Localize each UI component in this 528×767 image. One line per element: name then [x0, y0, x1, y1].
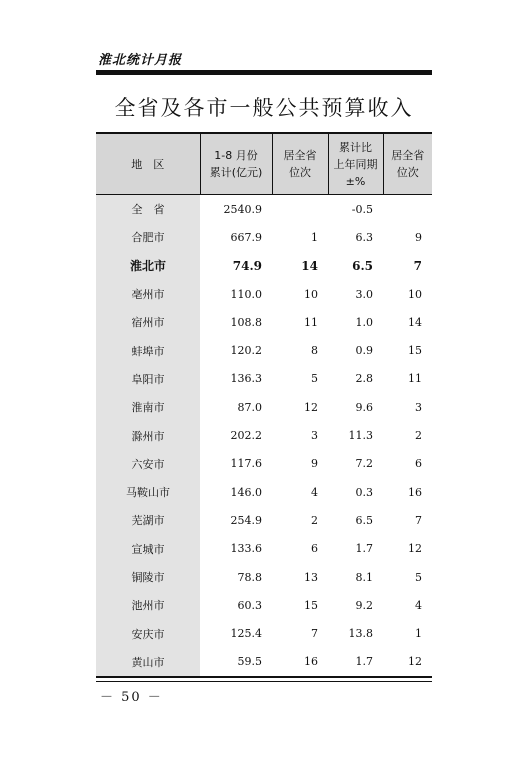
- rank-yoy-cell: 3: [415, 400, 422, 414]
- rank-yoy-cell: 5: [415, 570, 422, 584]
- total-cell: 110.0: [230, 287, 262, 301]
- total-cell: 87.0: [237, 400, 262, 414]
- yoy-cell: 2.8: [355, 372, 373, 386]
- rank-total-cell: 6: [311, 542, 318, 556]
- region-cell: 池州市: [96, 591, 200, 619]
- yoy-cell: -0.5: [351, 202, 373, 216]
- rank-yoy-cell: 7: [413, 258, 422, 273]
- yoy-cell: 6.5: [352, 258, 373, 273]
- yoy-cell: 0.9: [355, 344, 373, 358]
- yoy-cell: 7.2: [355, 457, 373, 471]
- rank-total-cell: 2: [311, 513, 318, 527]
- page-number: － 50 －: [100, 690, 163, 705]
- rank-yoy-cell: 16: [408, 485, 422, 499]
- region-cell: 亳州市: [96, 280, 200, 308]
- rank-yoy-cell: 4: [415, 598, 422, 612]
- rank-yoy-cell: [383, 195, 432, 224]
- yoy-cell: 11.3: [348, 429, 373, 443]
- table-row: [96, 591, 432, 619]
- region-cell: 淮北市: [96, 252, 200, 280]
- rank-total-cell: 13: [304, 570, 318, 584]
- header-line: 上年同期: [333, 157, 378, 171]
- total-cell: 108.8: [230, 315, 262, 329]
- yoy-cell: 1.0: [355, 315, 373, 329]
- header-line: 居全省: [283, 149, 317, 162]
- rank-yoy-cell: 1: [415, 627, 422, 641]
- total-cell: 667.9: [230, 230, 262, 244]
- header-rank-yoy: [383, 133, 432, 195]
- yoy-cell: 3.0: [355, 287, 373, 301]
- table-header-row: [96, 133, 432, 195]
- total-cell: 125.4: [230, 627, 262, 641]
- table-row: [96, 280, 432, 308]
- header-rank-total: [272, 133, 328, 195]
- rank-yoy-cell: 9: [415, 230, 422, 244]
- region-cell: 铜陵市: [96, 563, 200, 591]
- rank-yoy-cell: 7: [415, 513, 422, 527]
- rank-yoy-cell: 14: [408, 315, 422, 329]
- header-line: 位次: [396, 166, 419, 179]
- region-cell: 阜阳市: [96, 365, 200, 393]
- yoy-cell: 9.6: [355, 400, 373, 414]
- table-row: [96, 393, 432, 421]
- table-row: [96, 223, 432, 251]
- rank-total-cell: 7: [311, 627, 318, 641]
- rank-yoy-cell: 11: [408, 372, 422, 386]
- total-cell: 254.9: [230, 513, 262, 527]
- header-region: 地 区: [96, 133, 200, 195]
- total-cell: 146.0: [230, 485, 262, 499]
- region-cell: 马鞍山市: [96, 478, 200, 506]
- rank-total-cell: 15: [304, 598, 318, 612]
- total-cell: 133.6: [230, 542, 262, 556]
- region-cell: 黄山市: [96, 648, 200, 677]
- rank-total-cell: 9: [311, 457, 318, 471]
- yoy-cell: 13.8: [348, 627, 373, 641]
- region-cell: 淮南市: [96, 393, 200, 421]
- rank-yoy-cell: 15: [408, 344, 422, 358]
- region-cell: 六安市: [96, 450, 200, 478]
- running-header-title: 淮北统计月报: [98, 53, 183, 68]
- total-cell: 136.3: [230, 372, 262, 386]
- table-row: [96, 506, 432, 534]
- rank-yoy-cell: 10: [408, 287, 422, 301]
- region-cell: 宿州市: [96, 308, 200, 336]
- revenue-table: [96, 132, 432, 678]
- table-row: [96, 252, 432, 280]
- header-line: 位次: [289, 166, 311, 179]
- region-cell: 全 省: [96, 195, 200, 224]
- rank-total-cell: [272, 195, 328, 224]
- header-line: 居全省: [391, 149, 425, 162]
- total-cell: 2540.9: [223, 202, 262, 216]
- page-title: 全省及各市一般公共预算收入: [114, 96, 414, 120]
- rank-total-cell: 14: [301, 258, 318, 273]
- yoy-cell: 1.7: [328, 648, 383, 677]
- table-row: [96, 478, 432, 506]
- table-row: [96, 365, 432, 393]
- yoy-cell: 8.1: [355, 570, 373, 584]
- total-cell: 59.5: [200, 648, 272, 677]
- header-rule: [96, 70, 432, 75]
- rank-total-cell: 12: [304, 400, 318, 414]
- rank-total-cell: 3: [311, 429, 318, 443]
- yoy-cell: 1.7: [355, 542, 373, 556]
- footer-rule: [96, 681, 432, 682]
- region-cell: 合肥市: [96, 223, 200, 251]
- header-yoy: [328, 133, 383, 195]
- rank-yoy-cell: 6: [415, 457, 422, 471]
- table-row: [96, 648, 432, 677]
- yoy-cell: 6.3: [355, 230, 373, 244]
- total-cell: 78.8: [237, 570, 262, 584]
- table-row: [96, 336, 432, 364]
- yoy-cell: 9.2: [355, 598, 373, 612]
- table-row: [96, 308, 432, 336]
- rank-total-cell: 11: [304, 315, 318, 329]
- header-line: 累计比: [339, 140, 372, 154]
- yoy-cell: 6.5: [355, 513, 373, 527]
- rank-total-cell: 8: [311, 344, 318, 358]
- region-cell: 滁州市: [96, 421, 200, 449]
- header-line: 累计(亿元): [209, 166, 263, 179]
- rank-total-cell: 16: [272, 648, 328, 677]
- header-line: 1-8 月份: [214, 149, 258, 162]
- total-cell: 120.2: [230, 344, 262, 358]
- rank-yoy-cell: 12: [383, 648, 432, 677]
- table-row: [96, 195, 432, 224]
- table-row: [96, 450, 432, 478]
- region-cell: 宣城市: [96, 535, 200, 563]
- rank-total-cell: 5: [311, 372, 318, 386]
- table-row: [96, 535, 432, 563]
- header-cumulative: [200, 133, 272, 195]
- table-row: [96, 563, 432, 591]
- table-body: [96, 195, 432, 678]
- yoy-cell: 0.3: [355, 485, 373, 499]
- total-cell: 74.9: [232, 258, 262, 273]
- rank-total-cell: 10: [304, 287, 318, 301]
- header-line: ±%: [345, 174, 366, 188]
- table-row: [96, 619, 432, 647]
- region-cell: 安庆市: [96, 619, 200, 647]
- total-cell: 117.6: [230, 457, 262, 471]
- total-cell: 202.2: [230, 429, 262, 443]
- total-cell: 60.3: [237, 598, 262, 612]
- region-cell: 芜湖市: [96, 506, 200, 534]
- region-cell: 蚌埠市: [96, 336, 200, 364]
- rank-yoy-cell: 12: [408, 542, 422, 556]
- rank-total-cell: 4: [311, 485, 318, 499]
- table-row: [96, 421, 432, 449]
- rank-total-cell: 1: [311, 230, 318, 244]
- rank-yoy-cell: 2: [415, 429, 422, 443]
